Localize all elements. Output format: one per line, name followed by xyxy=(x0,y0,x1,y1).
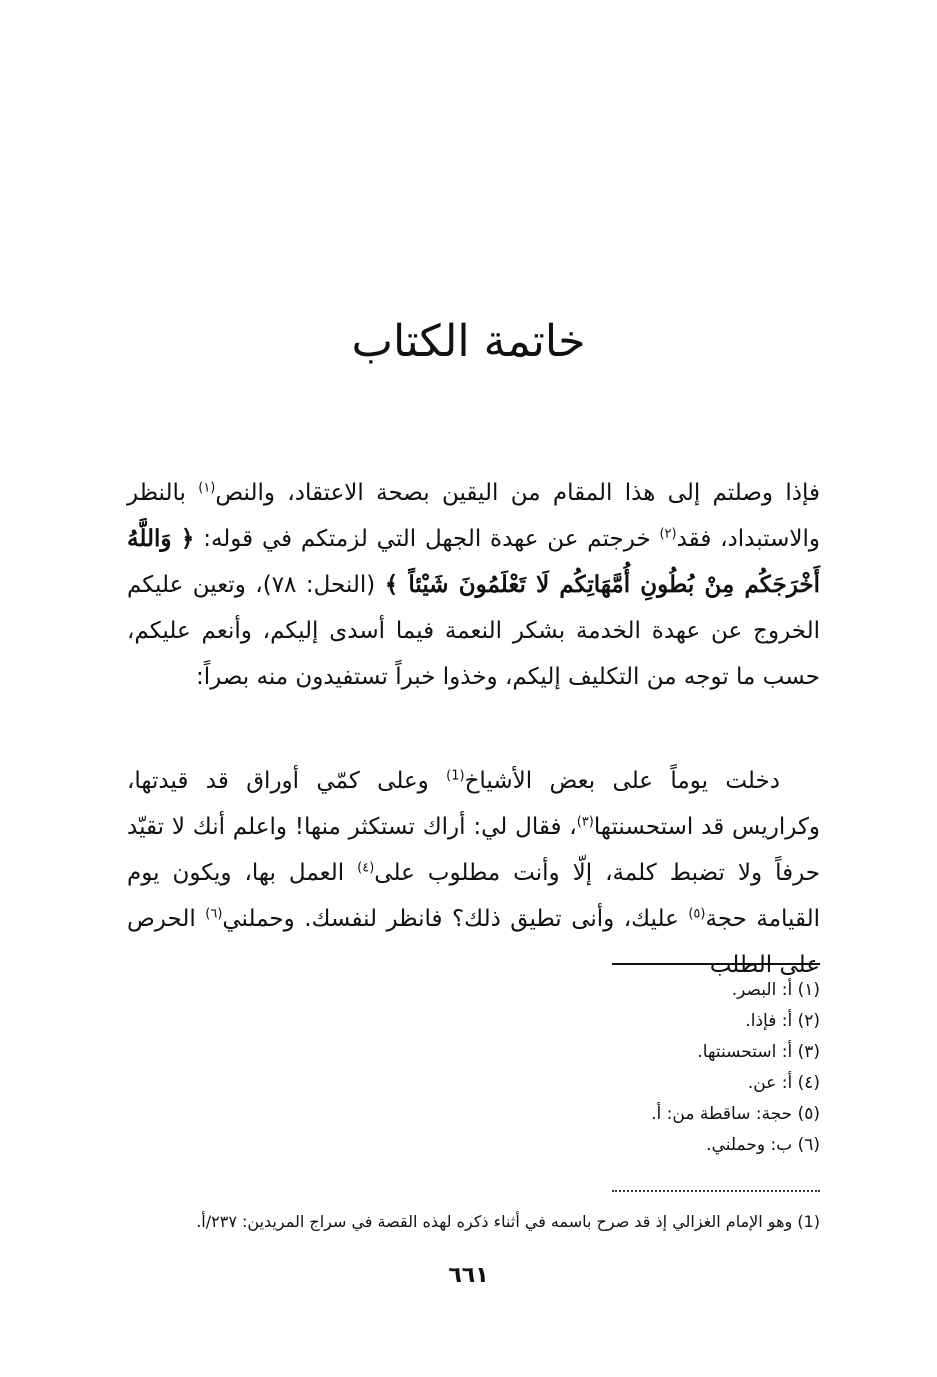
footnote-ref-3[interactable]: (٣) xyxy=(576,814,594,830)
paragraph-2 xyxy=(127,758,820,988)
para2-text-6: الحرص على الطلب xyxy=(127,906,820,978)
editor-endnote: (1) وهو الإمام الغزالي إذ قد صرح باسمه في أثناء ذكره لهذه القصة في سراج المريدين: ٢٣٧/أ. xyxy=(196,1212,820,1231)
footnote-ref-6[interactable]: (٦) xyxy=(205,906,223,922)
footnote-5: (٥) حجة: ساقطة من: أ. xyxy=(651,1104,820,1124)
section-heading: خاتمة الكتاب xyxy=(351,316,586,367)
footnote-ref-1[interactable]: (١) xyxy=(198,480,216,496)
endnote-ref-1[interactable]: (1) xyxy=(446,768,465,784)
page-number: ٦٦١ xyxy=(448,1263,489,1288)
footnote-1: (١) أ: البصر. xyxy=(731,980,820,1000)
para2-text-2: وعلى كمّي أوراق قد قيدتها، وكراريس قد استحسنتها xyxy=(127,768,820,840)
para2-text-4: العمل بها، ويكون يوم القيامة حجة xyxy=(127,860,821,932)
para2-text-1: دخلت يوماً على بعض الأشياخ xyxy=(464,768,781,794)
paragraph-1 xyxy=(127,470,820,700)
endnote-separator xyxy=(612,1190,820,1192)
para2-text-5: عليك، وأنى تطيق ذلك؟ فانظر لنفسك. وحملني xyxy=(222,906,689,932)
footnote-separator xyxy=(612,963,820,965)
footnotes-list xyxy=(400,975,820,1161)
para1-text-2: بالنظر والاستبداد، فقد xyxy=(127,480,820,552)
para2-text-3: ، فقال لي: أراك تستكثر منها! واعلم أنك لا تقيّد حرفاً ولا تضبط كلمة، إلّا وأنت مطلوب على xyxy=(127,814,820,886)
para1-text-1: فإذا وصلتم إلى هذا المقام من اليقين بصحة الاعتقاد، والنص xyxy=(215,480,820,506)
footnote-ref-2[interactable]: (٢) xyxy=(659,526,677,542)
footnote-3: (٣) أ: استحسنتها. xyxy=(697,1042,820,1062)
para1-text-4: (النحل: ٧٨)، وتعين عليكم الخروج عن عهدة الخدمة بشكر النعمة فيما أسدى إليكم، وأنعم عليكم، حسب ما توجه من التكليف إليكم، وخذوا خبراً تستفيدون منه بصراً: xyxy=(127,572,820,690)
para1-text-3: خرجتم عن عهدة الجهل التي لزمتكم في قوله: xyxy=(194,526,660,552)
footnote-6: (٦) ب: وحملني. xyxy=(706,1135,820,1155)
footnote-2: (٢) أ: فإذا. xyxy=(745,1011,820,1031)
quran-verse: ﴿ وَاللَّهُ أَخْرَجَكُم مِنْ بُطُونِ أُمَّهَاتِكُم لَا تَعْلَمُونَ شَيْئاً ﴾ xyxy=(127,525,821,598)
footnote-ref-4[interactable]: (٤) xyxy=(357,860,375,876)
footnote-4: (٤) أ: عن. xyxy=(747,1073,820,1093)
footnote-ref-5[interactable]: (٥) xyxy=(688,906,706,922)
